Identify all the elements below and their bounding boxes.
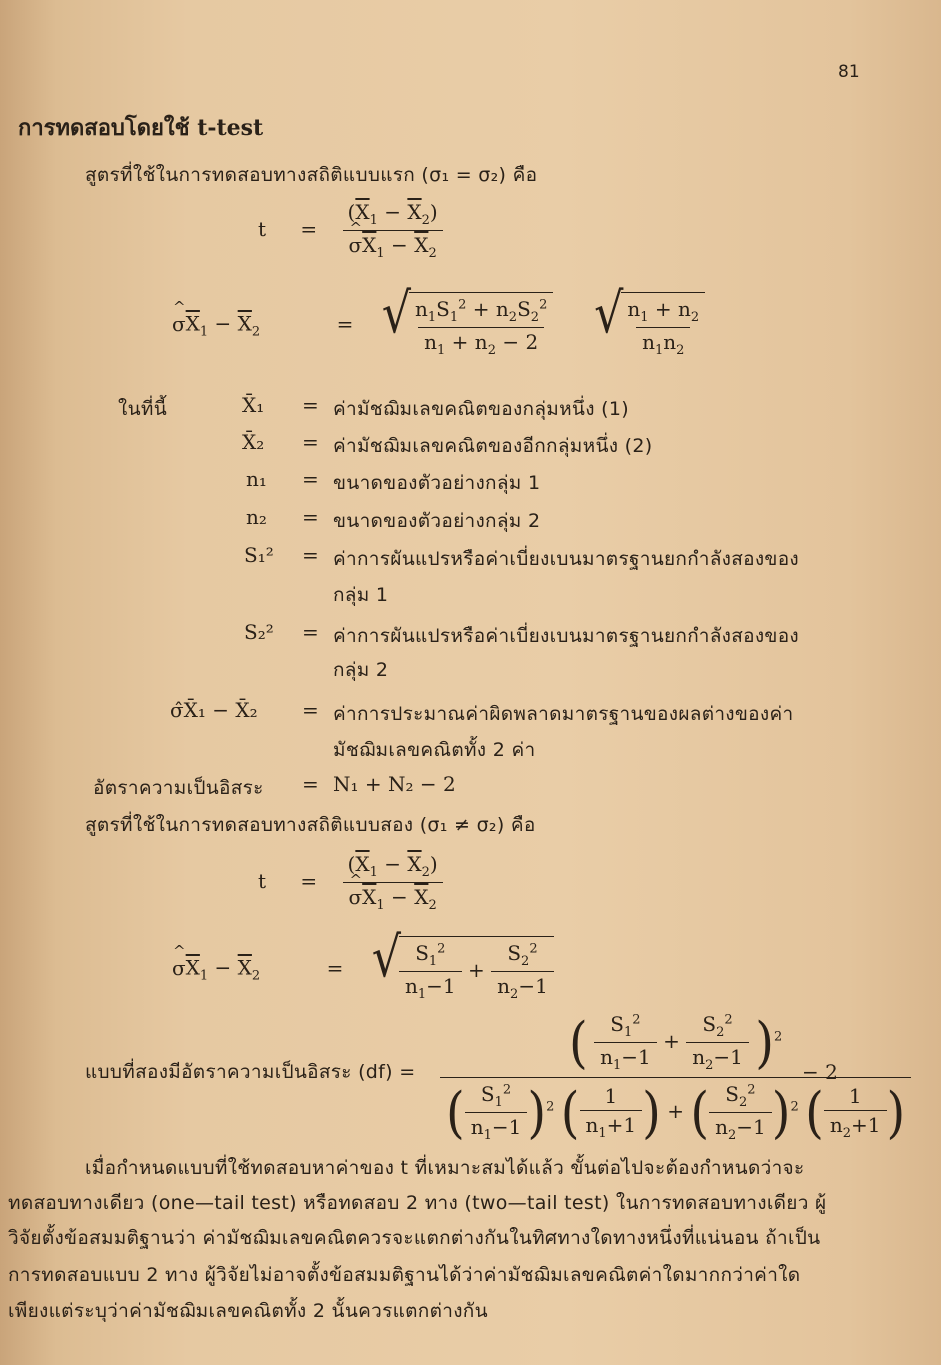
def-equals-7: = bbox=[302, 698, 319, 722]
def-desc-6-cont: กลุ่ม 2 bbox=[333, 659, 389, 681]
sqrt-term-2: √ $\frac{n_1 + n_2}{n_1n_2}$ bbox=[594, 292, 705, 358]
def-desc-2: ค่ามัชฌิมเลขคณิตของอีกกลุ่มหนึ่ง (2) bbox=[333, 435, 653, 457]
def-equals-5: = bbox=[302, 543, 319, 567]
formula-intro-2: สูตรที่ใช้ในการทดสอบทางสถิติแบบสอง (σ₁ ≠ σ₂) คือ bbox=[85, 814, 536, 836]
equals-sign-2: = bbox=[300, 869, 318, 893]
def-desc-3: ขนาดของตัวอย่างกลุ่ม 1 bbox=[333, 472, 541, 494]
def-symbol-1: X̄₁ bbox=[242, 393, 265, 417]
formula-t-equal-variance bbox=[258, 200, 444, 261]
paragraph-line-1: เมื่อกำหนดแบบที่ใช้ทดสอบหาค่าของ t ที่เหมาะสมได้แล้ว ขั้นต่อไปจะต้องกำหนดว่าจะ bbox=[85, 1157, 805, 1179]
df2-label: แบบที่สองมีอัตราความเป็นอิสระ (df) = bbox=[85, 1061, 416, 1083]
df1-equals: = bbox=[302, 772, 319, 796]
formula-intro-1: สูตรที่ใช้ในการทดสอบทางสถิติแบบแรก (σ₁ = σ₂) คือ bbox=[85, 164, 538, 186]
def-desc-1: ค่ามัชฌิมเลขคณิตของกลุ่มหนึ่ง (1) bbox=[333, 398, 629, 420]
paragraph-line-3: วิจัยตั้งข้อสมมติฐานว่า ค่ามัชฌิมเลขคณิตควรจะแตกต่างกันในทิศทางใดทางหนึ่งที่แน่นอน ถ้าเป็น bbox=[8, 1227, 821, 1249]
def-symbol-4: n₂ bbox=[246, 505, 267, 529]
def-equals-4: = bbox=[302, 505, 319, 529]
df1-label: อัตราความเป็นอิสระ bbox=[93, 777, 264, 799]
formula-df-welch: ( $\frac{S_1^2}{n_1-1}$ + $\frac{S_2^2}{n_2-1}$ )$^2$ ( $\frac{S_1^2}{n_1-1}$ )$^2$ ( $\frac{1}{n_1+1}$ ) + ( $\frac{S_2^2}{n_2-1}$ )$^2$ ( $\frac{1}{n_2+1}$ ) bbox=[440, 1012, 911, 1143]
def-desc-6: ค่าการผันแปรหรือค่าเบี่ยงเบนมาตรฐานยกกำลังสองของ bbox=[333, 625, 799, 647]
paragraph-line-4: การทดสอบแบบ 2 ทาง ผู้วิจัยไม่อาจตั้งข้อสมมติฐานได้ว่าค่ามัชฌิมเลขคณิตค่าใดมากกว่าค่าใด bbox=[8, 1264, 801, 1286]
page-number: 81 bbox=[838, 62, 860, 82]
def-desc-7-cont: มัชฌิมเลขคณิตทั้ง 2 ค่า bbox=[333, 739, 536, 761]
formula-pooled-se: ^ $\sigma\overline{X}_1 - \overline{X}_2$ = √ $\frac{n_1S_1^2 + n_2S_2^2}{n_1 + n_2 - 2}$ √ $\frac{n_1 + n_2}{n_1n_2}$ bbox=[172, 292, 705, 358]
def-symbol-3: n₁ bbox=[246, 467, 267, 491]
def-desc-5-cont: กลุ่ม 1 bbox=[333, 584, 389, 606]
def-symbol-6: S₂² bbox=[244, 620, 274, 644]
def-desc-7: ค่าการประมาณค่าผิดพลาดมาตรฐานของผลต่างของค่า bbox=[333, 703, 794, 725]
def-symbol-2: X̄₂ bbox=[242, 430, 265, 454]
def-symbol-5: S₁² bbox=[244, 543, 274, 567]
df1-value: N₁ + N₂ − 2 bbox=[333, 772, 456, 796]
def-equals-6: = bbox=[302, 620, 319, 644]
def-equals-3: = bbox=[302, 467, 319, 491]
t-fraction: $(\overline{X}_1 - \overline{X}_2)$ ^ $\sigma\overline{X}_1 - \overline{X}_2$ bbox=[342, 200, 444, 261]
section-heading: การทดสอบโดยใช้ t-test bbox=[18, 115, 264, 141]
formula-unpooled-se: ^ $\sigma\overline{X}_1 - \overline{X}_2$ = √ $\frac{S_1^2}{n_1-1}$ + $\frac{S_2^2}{n_2-1}$ bbox=[172, 936, 554, 1002]
t-symbol-2: t bbox=[258, 869, 267, 893]
def-symbol-7: σ̂X̄₁ − X̄₂ bbox=[170, 698, 258, 722]
def-equals-1: = bbox=[302, 393, 319, 417]
def-desc-4: ขนาดของตัวอย่างกลุ่ม 2 bbox=[333, 510, 541, 532]
paragraph-line-5: เพียงแต่ระบุว่าค่ามัชฌิมเลขคณิตทั้ง 2 นั้นควรแตกต่างกัน bbox=[8, 1300, 488, 1322]
def-equals-2: = bbox=[302, 430, 319, 454]
equals-sign: = bbox=[300, 217, 318, 241]
def-desc-5: ค่าการผันแปรหรือค่าเบี่ยงเบนมาตรฐานยกกำลังสองของ bbox=[333, 548, 799, 570]
sqrt-term-1: √ $\frac{n_1S_1^2 + n_2S_2^2}{n_1 + n_2 - 2}$ bbox=[382, 292, 554, 358]
df2-minus-two: − 2 bbox=[802, 1060, 838, 1084]
t-symbol: t bbox=[258, 217, 267, 241]
paragraph-line-2: ทดสอบทางเดียว (one—tail test) หรือทดสอบ 2 ทาง (two—tail test) ในการทดสอบทางเดียว ผู้ bbox=[8, 1192, 827, 1214]
formula-t-unequal-variance: t = $(\overline{X}_1 - \overline{X}_2)$ ^ $\sigma\overline{X}_1 - \overline{X}_2$ bbox=[258, 852, 444, 913]
where-label: ในที่นี้ bbox=[118, 398, 167, 420]
